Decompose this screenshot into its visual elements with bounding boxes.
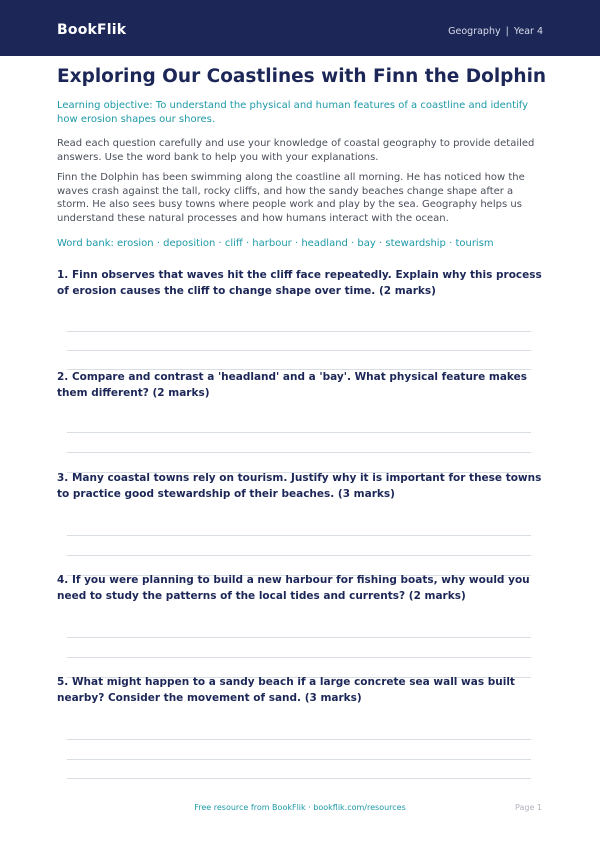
question-1: 1. Finn observes that waves hit the cliff face repeatedly. Explain why this process of erosion causes the cliff to change shape over time. (2 marks) — [57, 269, 542, 297]
brand-logo[interactable]: BookFlik — [57, 22, 127, 38]
word-bank: Word bank: erosion · deposition · cliff · harbour · headland · bay · stewardship · tourism — [57, 238, 494, 249]
answer-line[interactable] — [67, 331, 531, 332]
answer-line[interactable] — [67, 739, 531, 740]
instructions-text: Read each question carefully and use your knowledge of coastal geography to provide detailed answers. Use the word bank to help you with your explanations. — [57, 138, 535, 163]
footer-resource-link[interactable]: Free resource from BookFlik · bookflik.com/resources — [194, 803, 406, 812]
answer-line[interactable] — [67, 637, 531, 638]
header-meta — [448, 24, 543, 40]
answer-line[interactable] — [67, 759, 531, 760]
answer-line[interactable] — [67, 452, 531, 453]
answer-line[interactable] — [67, 555, 531, 556]
answer-line[interactable] — [67, 535, 531, 536]
subject-label: Geography — [448, 26, 501, 37]
answer-line[interactable] — [67, 432, 531, 433]
question-3: 3. Many coastal towns rely on tourism. Justify why it is important for these towns to practice good stewardship of their beaches. (3 marks) — [57, 472, 542, 500]
header-separator: | — [505, 26, 509, 37]
question-5: 5. What might happen to a sandy beach if a large concrete sea wall was built nearby? Consider the movement of sand. (3 marks) — [57, 676, 515, 704]
answer-line[interactable] — [67, 657, 531, 658]
story-text: Finn the Dolphin has been swimming along the coastline all morning. He has noticed how the waves crash against the tall, rocky cliffs, and how the sandy beaches change shape after a storm. He also sees busy towns where people work and play by the sea. Geography helps us understand these natural processes and how humans interact with the ocean. — [57, 172, 525, 224]
question-2: 2. Compare and contrast a 'headland' and a 'bay'. What physical feature makes them different? (2 marks) — [57, 371, 527, 399]
question-4: 4. If you were planning to build a new harbour for fishing boats, why would you need to study the patterns of the local tides and currents? (2 marks) — [57, 574, 530, 602]
learning-objective: Learning objective: To understand the physical and human features of a coastline and identify how erosion shapes our shores. — [57, 100, 529, 125]
answer-line[interactable] — [67, 778, 531, 779]
header-bar — [0, 0, 600, 56]
year-label: Year 4 — [513, 26, 543, 37]
page-number: Page 1 — [515, 803, 542, 812]
answer-line[interactable] — [67, 350, 531, 351]
page-title: Exploring Our Coastlines with Finn the Dolphin — [57, 66, 547, 87]
